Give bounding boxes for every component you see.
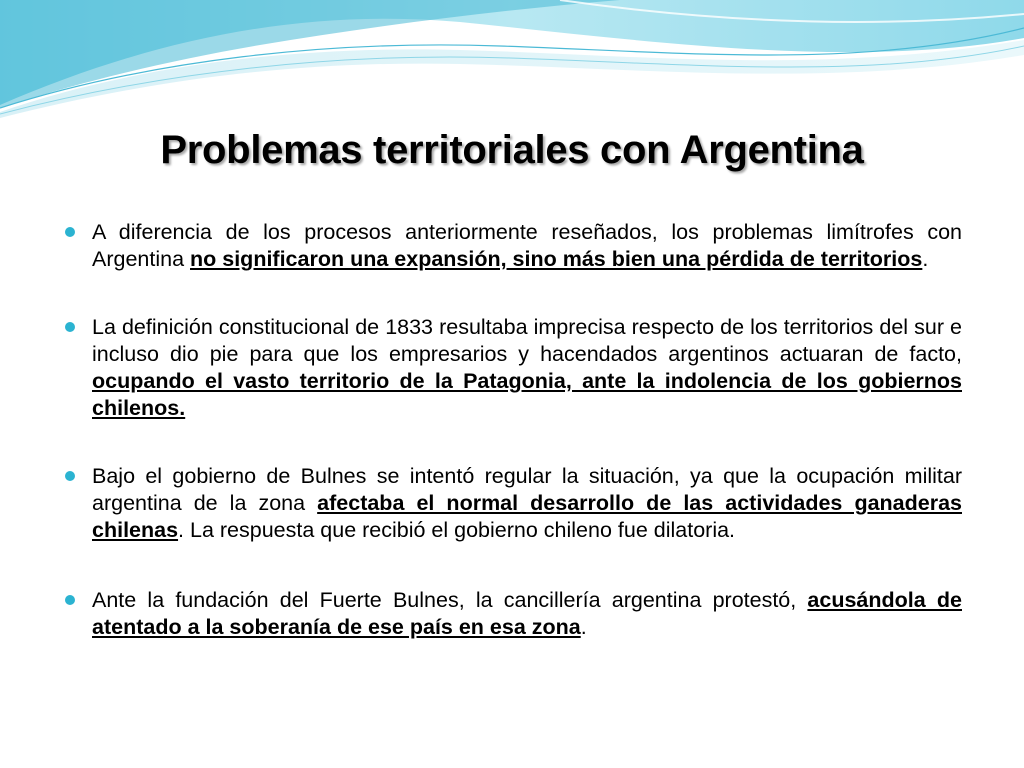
bullet-list	[62, 219, 962, 682]
bullet-text: A diferencia de los procesos anteriormente reseñados, los problemas limítrofes con Argentina	[92, 220, 962, 271]
bullet-dot-icon	[65, 471, 75, 481]
bullet-item	[62, 219, 962, 273]
bullet-dot-icon	[65, 595, 75, 605]
bullet-text-end: .	[580, 615, 587, 639]
bullet-emphasis: acusándola de atentado a la soberanía de ese país en esa zona	[92, 588, 962, 639]
wave-header-decoration	[0, 0, 1024, 130]
bullet-emphasis: ocupando el vasto territorio de la Patagonia, ante la indolencia de los gobiernos chilenos.	[92, 369, 962, 420]
bullet-emphasis: no significaron una expansión, sino más bien una pérdida de territorios	[190, 247, 923, 271]
bullet-dot-icon	[65, 227, 75, 237]
bullet-item	[62, 314, 962, 422]
bullet-text-end: . La respuesta que recibió el gobierno chileno fue dilatoria.	[178, 518, 736, 542]
bullet-item	[62, 587, 962, 641]
bullet-item	[62, 463, 962, 544]
bullet-text: Bajo el gobierno de Bulnes se intentó regular la situación, ya que la ocupación militar argentina de la zona	[92, 464, 962, 515]
bullet-dot-icon	[65, 322, 75, 332]
bullet-text-end: .	[922, 247, 929, 271]
bullet-text: La definición constitucional de 1833 resultaba imprecisa respecto de los territorios del sur e incluso dio pie para que los empresarios y hacendados argentinos actuaran de facto,	[92, 315, 962, 366]
bullet-text: Ante la fundación del Fuerte Bulnes, la cancillería argentina protestó,	[92, 588, 808, 612]
slide-title: Problemas territoriales con Argentina	[160, 128, 864, 172]
bullet-emphasis: afectaba el normal desarrollo de las actividades ganaderas chilenas	[92, 491, 962, 542]
